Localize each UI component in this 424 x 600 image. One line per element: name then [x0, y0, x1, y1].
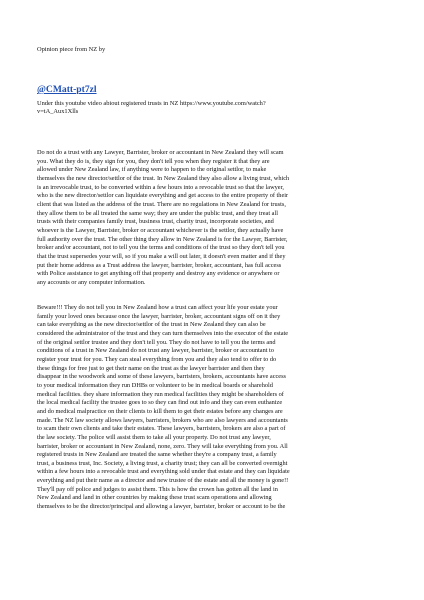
paragraph-line: full authority over the trust. The other thing they allow in New Zealand is for the Lawyer, Barrister,	[37, 235, 288, 243]
video-reference	[37, 100, 387, 117]
paragraph-line: is an irrevocable trust, to be converted within a few hours into a revocable trust so that the lawyer,	[37, 183, 284, 191]
paragraph-line: register your trust for you. They can steal everything from you and they also tend to offer to do	[37, 355, 277, 363]
paragraph-line: that the trust supersedes your will, so if you make a will out later, it doesn't even matter and if they	[37, 252, 286, 260]
paragraph-line: New Zealand and land in other countries by making these trust scam operations and allowing	[37, 494, 272, 502]
paragraph-line: who is the new director/settlor can liquidate everything and get access to the entire property of their	[37, 192, 289, 200]
paragraph-line: and do medical malpractice on their clients to kill them to get their estates before any changes are	[37, 407, 283, 415]
paragraph-line: family your loved ones because once the lawyer, barrister, broker, accountant signs off on it they	[37, 312, 281, 320]
paragraph-line: registered trusts in New Zealand are treated the same whether they're a company trust, a family	[37, 451, 277, 459]
paragraph-line: trusts with their companies family trust, business trust, charity trust, incorporate societies, and	[37, 218, 274, 226]
paragraph-line: Do not do a trust with any Lawyer, Barrister, broker or accountant in New Zealand they will scam	[37, 149, 284, 156]
paragraph-line: they allow them to be all treated the same way; they are under the public trust, and they treat all	[37, 209, 278, 217]
paragraph-line: the local medical facility the trustee goes to so they can find out info and they can even euthanize	[37, 399, 283, 407]
video-reference-line: Under this youtube video abiout registered trusts in NZ https://www.youtube.com/watch?	[37, 100, 266, 107]
paragraph-line: can take everything as the new director/settlor of the trust in New Zealand they can also be	[37, 321, 266, 329]
paragraph-line: considered the administrator of the trust and they can turn themselves into the executor of the estate	[37, 329, 289, 337]
paragraph-line: broker and/or accountant, not to tell you the terms and conditions of the trust so they don't tell you	[37, 244, 285, 252]
paragraph-line: Beware!!! They do not tell you in New Zealand how a trust can affect your life your estate your	[37, 304, 278, 311]
paragraph-line: within a few hours into a revocable trust and everything sold under that estate and they can liquidate	[37, 468, 290, 476]
paragraph-line: made. The NZ law society allows lawyers, barristers, brokers who are also lawyers and accountants	[37, 416, 288, 424]
intro-text: Opinion piece from NZ by	[37, 46, 106, 53]
paragraph-line: of the original settlor trustee and they don't tell you. They do not have to tell you the terms and	[37, 338, 276, 346]
paragraph-line: trust, a business trust, Inc. Society, a living trust, a charity trust; they can all be converted overnight	[37, 459, 288, 467]
paragraph-line: medical facilities. they share information they run medical facilities they might be shareholders of	[37, 390, 284, 398]
paragraph-line: any accounts or any computer information.	[37, 278, 146, 286]
video-reference-line: v=tA_Aux1Xlls	[37, 108, 79, 116]
paragraph-beware	[37, 304, 389, 512]
paragraph-line: barrister, broker or accountant in New Zealand, none, zero. They will take everything from you. All	[37, 442, 288, 450]
paragraph-trust-warning	[37, 149, 389, 288]
paragraph-line: to scam their own clients and take their estates. These lawyers, barristers, brokers are also a part of	[37, 425, 286, 433]
paragraph-line: whoever is the Lawyer, Barrister, broker or accountant whichever is the settlor, they actually have	[37, 226, 284, 234]
paragraph-line: everything and put their name as a director and new trustee of the estate and all the money is gone!!	[37, 477, 289, 485]
paragraph-line: with Police assistance to get anything off that property and destroy any evidence or anywhere or	[37, 270, 280, 278]
paragraph-line: the law society. The police will assist them to take all your property. Do not trust any lawyer,	[37, 433, 271, 441]
paragraph-line: themselves the new director/settlor of the trust. In New Zealand they also allow a living trust, which	[37, 174, 290, 182]
paragraph-line: these things for free just to get their name on the trust as the lawyer barrister and then they	[37, 364, 265, 372]
paragraph-line: conditions of a trust in New Zealand do not trust any lawyer, barrister, broker or accountant to	[37, 347, 274, 355]
paragraph-line: allowed under New Zealand law, if anything were to happen to the original settlor, to make	[37, 166, 267, 174]
paragraph-line: client that was listed as the address of the trust. There are no regulations in New Zealand for trusts,	[37, 200, 286, 208]
paragraph-line: to your medical information they run DHBs or volunteer to be in medical boards or sharehold	[37, 381, 273, 389]
author-handle-link[interactable]: @CMatt-pt7zl	[37, 84, 97, 95]
paragraph-line: you. What they do is, they sign for you, they don't tell you when they register it that they are	[37, 157, 270, 165]
paragraph-line: themselves to be the director/principal and allowing a lawyer, barrister, broker or account to be the	[37, 503, 286, 511]
paragraph-line: disappear in the woodwork and some of these lawyers, barristers, brokers, accountants have access	[37, 373, 286, 381]
paragraph-line: They'll pay off police and judges to assist them. This is how the crown has gotten all the land in	[37, 485, 278, 493]
paragraph-line: put their home address as a Trust address the lawyer, barrister, broker, accountant, has full access	[37, 261, 282, 269]
